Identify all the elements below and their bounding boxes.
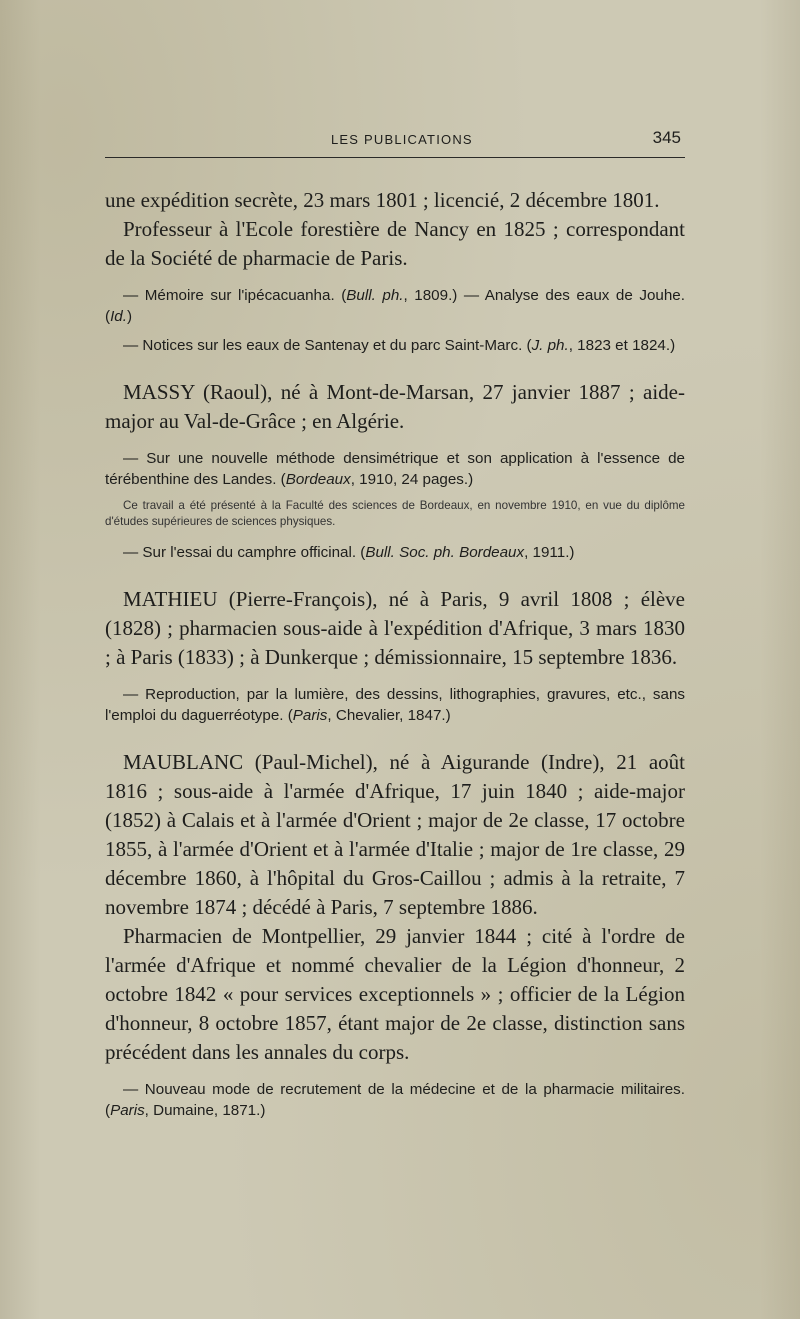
bio-paragraph: Professeur à l'Ecole forestière de Nancy en 1825 ; correspondant de la Société de pharmacie de Paris. [105,217,685,270]
bio-paragraph: MATHIEU (Pierre-François), né à Paris, 9 avril 1808 ; élève (1828) ; pharmacien sous-aide à l'expédition d'Afrique, 3 mars 1830 ; à Paris (1833) ; à Dunkerque ; démissionnaire, 15 septembre 1836. [105,587,685,669]
bio-paragraph: une expédition secrète, 23 mars 1801 ; licencié, 2 décembre 1801. [105,188,660,212]
publication-item: — Sur une nouvelle méthode densimétrique et son application à l'essence de térébenthine des Landes. (Bordeaux, 1910, 24 pages.) [105,450,685,488]
publication-item: — Sur l'essai du camphre officinal. (Bull. Soc. ph. Bordeaux, 1911.) [123,544,575,561]
bio-paragraph: MAUBLANC (Paul-Michel), né à Aigurande (Indre), 21 août 1816 ; sous-aide à l'armée d'Afrique, 17 juin 1840 ; aide-major (1852) à Calais et à l'armée d'Orient ; major de 2e classe, 17 octobre 1855, à l'armée d'Orient et à l'armée d'Italie ; major de 1re classe, 29 décembre 1860, à l'hôpital du Gros-Caillou ; admis à la retraite, 7 novembre 1874 ; décédé à Paris, 7 septembre 1886. [105,750,685,919]
bio-paragraph: MASSY (Raoul), né à Mont-de-Marsan, 27 janvier 1887 ; aide-major au Val-de-Grâce ; en Algérie. [105,380,685,433]
publication-item: — Notices sur les eaux de Santenay et du parc Saint-Marc. (J. ph., 1823 et 1824.) [123,337,676,354]
page-body [105,186,685,1121]
publication-item: — Mémoire sur l'ipécacuanha. (Bull. ph., 1809.) — Analyse des eaux de Jouhe. (Id.) [105,287,685,325]
footnote: Ce travail a été présenté à la Faculté des sciences de Bordeaux, en novembre 1910, en vue du diplôme d'études supérieures de sciences physiques. [105,499,685,528]
page-number: 345 [652,128,681,147]
bio-paragraph: Pharmacien de Montpellier, 29 janvier 1844 ; cité à l'ordre de l'armée d'Afrique et nommé chevalier de la Légion d'honneur, 2 octobre 1842 « pour services exceptionnels » ; officier de la Légion d'honneur, 8 octobre 1857, étant major de 2e classe, distinction sans précédent dans les annales du corps. [105,924,685,1064]
book-page [105,128,685,1121]
publication-item: — Reproduction, par la lumière, des dessins, lithographies, gravures, etc., sans l'emploi du daguerréotype. (Paris, Chevalier, 1847.) [105,686,685,724]
running-title: LES PUBLICATIONS [331,132,473,147]
publication-item: — Nouveau mode de recrutement de la médecine et de la pharmacie militaires. (Paris, Dumaine, 1871.) [105,1081,685,1119]
running-header [105,128,685,158]
